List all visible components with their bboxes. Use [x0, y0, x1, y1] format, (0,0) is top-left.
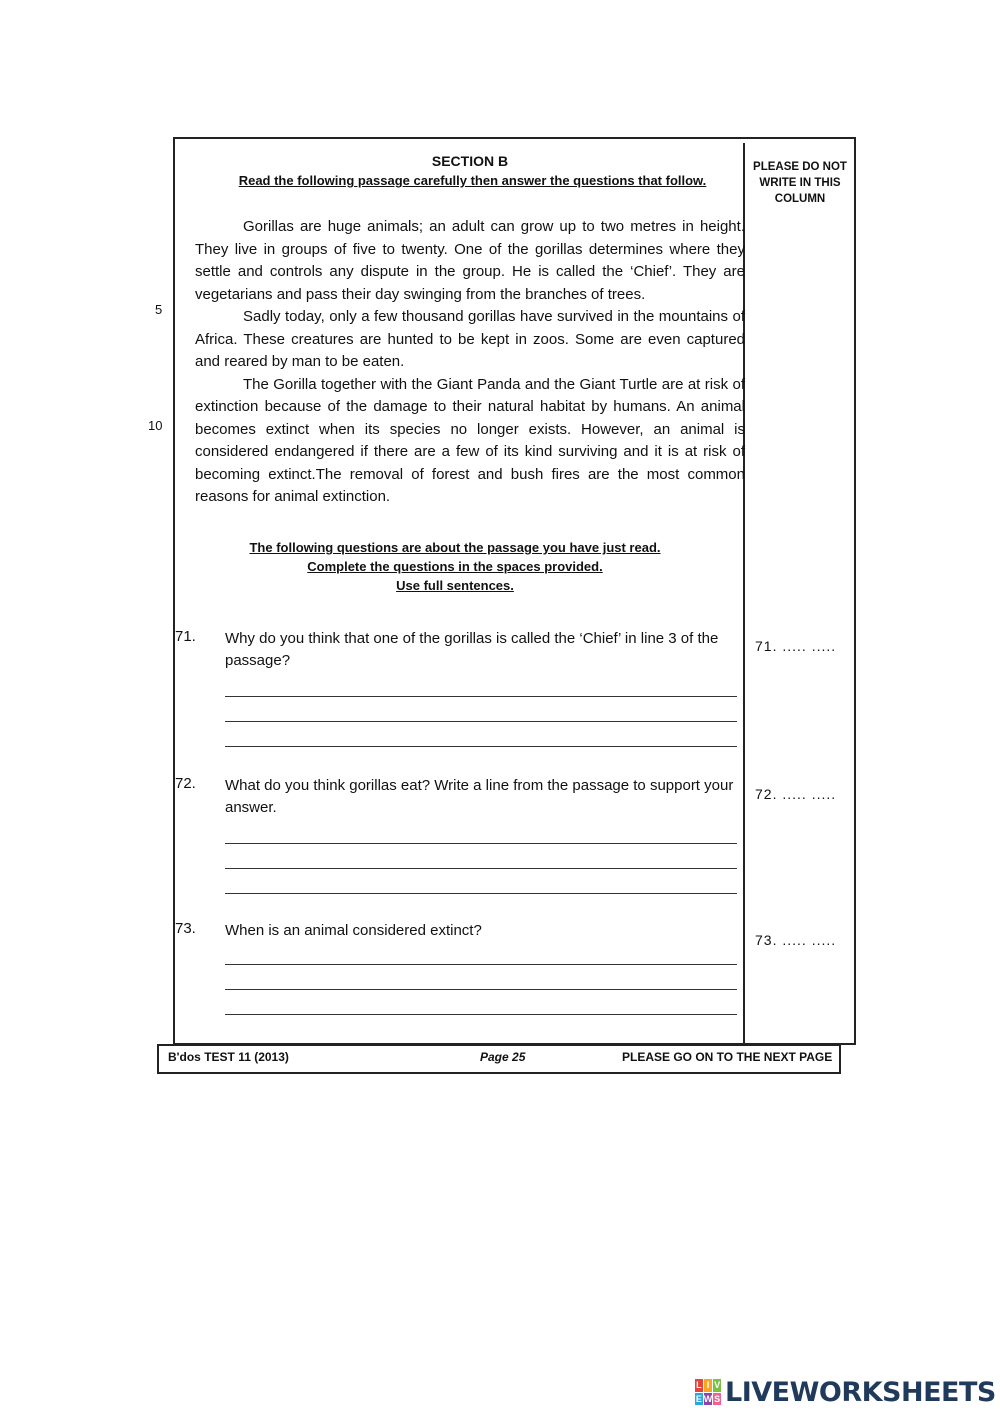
- question-73: [175, 920, 745, 1030]
- answer-line[interactable]: [225, 893, 737, 894]
- answer-line[interactable]: [225, 964, 737, 965]
- question-72: [175, 775, 745, 905]
- logo-letter: E: [695, 1393, 702, 1404]
- question-instructions: [190, 538, 720, 595]
- logo-letter: W: [703, 1393, 713, 1404]
- answer-line[interactable]: [225, 746, 737, 747]
- logo-letter: S: [714, 1393, 721, 1404]
- question-number: 71.: [175, 628, 196, 645]
- answer-line[interactable]: [225, 843, 737, 844]
- question-text: Why do you think that one of the gorillas is called the ‘Chief’ in line 3 of the passage?: [225, 630, 719, 669]
- answer-line[interactable]: [225, 696, 737, 697]
- question-71: [175, 628, 745, 758]
- do-not-write-header: PLEASE DO NOT WRITE IN THIS COLUMN: [753, 161, 847, 205]
- liveworksheets-brand: [695, 1372, 996, 1412]
- logo-letter: I: [704, 1379, 713, 1392]
- answer-line[interactable]: [225, 721, 737, 722]
- question-text: What do you think gorillas eat? Write a line from the passage to support your answer.: [225, 777, 734, 816]
- liveworksheets-logo-icon: [695, 1379, 721, 1405]
- answer-line[interactable]: [225, 868, 737, 869]
- question-number: 73.: [175, 920, 196, 937]
- footer-continue-note: PLEASE GO ON TO THE NEXT PAGE: [622, 1050, 833, 1064]
- footer-test-label: B'dos TEST 11 (2013): [168, 1050, 289, 1064]
- answer-line[interactable]: [225, 989, 737, 990]
- question-number: 72.: [175, 775, 196, 792]
- mark-slot-72: 72. ..... .....: [755, 786, 837, 802]
- passage-paragraph: Gorillas are huge animals; an adult can grow up to two metres in height. They live in groups of five to twenty. One of the gorillas determines where they settle and controls any dispute in the group. He is called the ‘Chief’. They are vegetarians and pass their day swinging from the branches of trees.: [195, 218, 745, 303]
- liveworksheets-wordmark: LIVEWORKSHEETS: [725, 1376, 996, 1408]
- answer-line[interactable]: [225, 1014, 737, 1015]
- section-title: SECTION B: [431, 153, 509, 169]
- section-instruction: Read the following passage carefully then answer the questions that follow.: [238, 173, 707, 188]
- footer-page-number: Page 25: [480, 1050, 526, 1064]
- reading-passage: [195, 216, 745, 509]
- logo-letter: L: [696, 1380, 702, 1390]
- question-text: When is an animal considered extinct?: [225, 922, 482, 939]
- mark-slot-73: 73. ..... .....: [755, 932, 837, 948]
- line-number-10: 10: [148, 418, 163, 433]
- do-not-write-column: [743, 143, 855, 1043]
- mark-slot-71: 71. ..... .....: [755, 638, 837, 654]
- passage-paragraph: Sadly today, only a few thousand gorillas have survived in the mountains of Africa. These creatures are hunted to be kept in zoos. Some are even captured and reared by man to be eaten.: [195, 308, 745, 370]
- passage-paragraph: The Gorilla together with the Giant Panda and the Giant Turtle are at risk of extinction because of the damage to their natural habitat by humans. An animal becomes extinct when its species no longer exists. However, an animal is considered endangered if there are a few of its kind surviving and it is at risk of becoming extinct.The removal of forest and bush fires are the most common reasons for animal extinction.: [195, 375, 745, 505]
- line-number-5: 5: [155, 302, 163, 317]
- question-instruction-line: The following questions are about the passage you have just read.: [249, 540, 661, 555]
- question-instruction-line: Use full sentences.: [396, 578, 514, 593]
- question-instruction-line: Complete the questions in the spaces provided.: [307, 559, 603, 574]
- logo-letter: V: [714, 1380, 721, 1390]
